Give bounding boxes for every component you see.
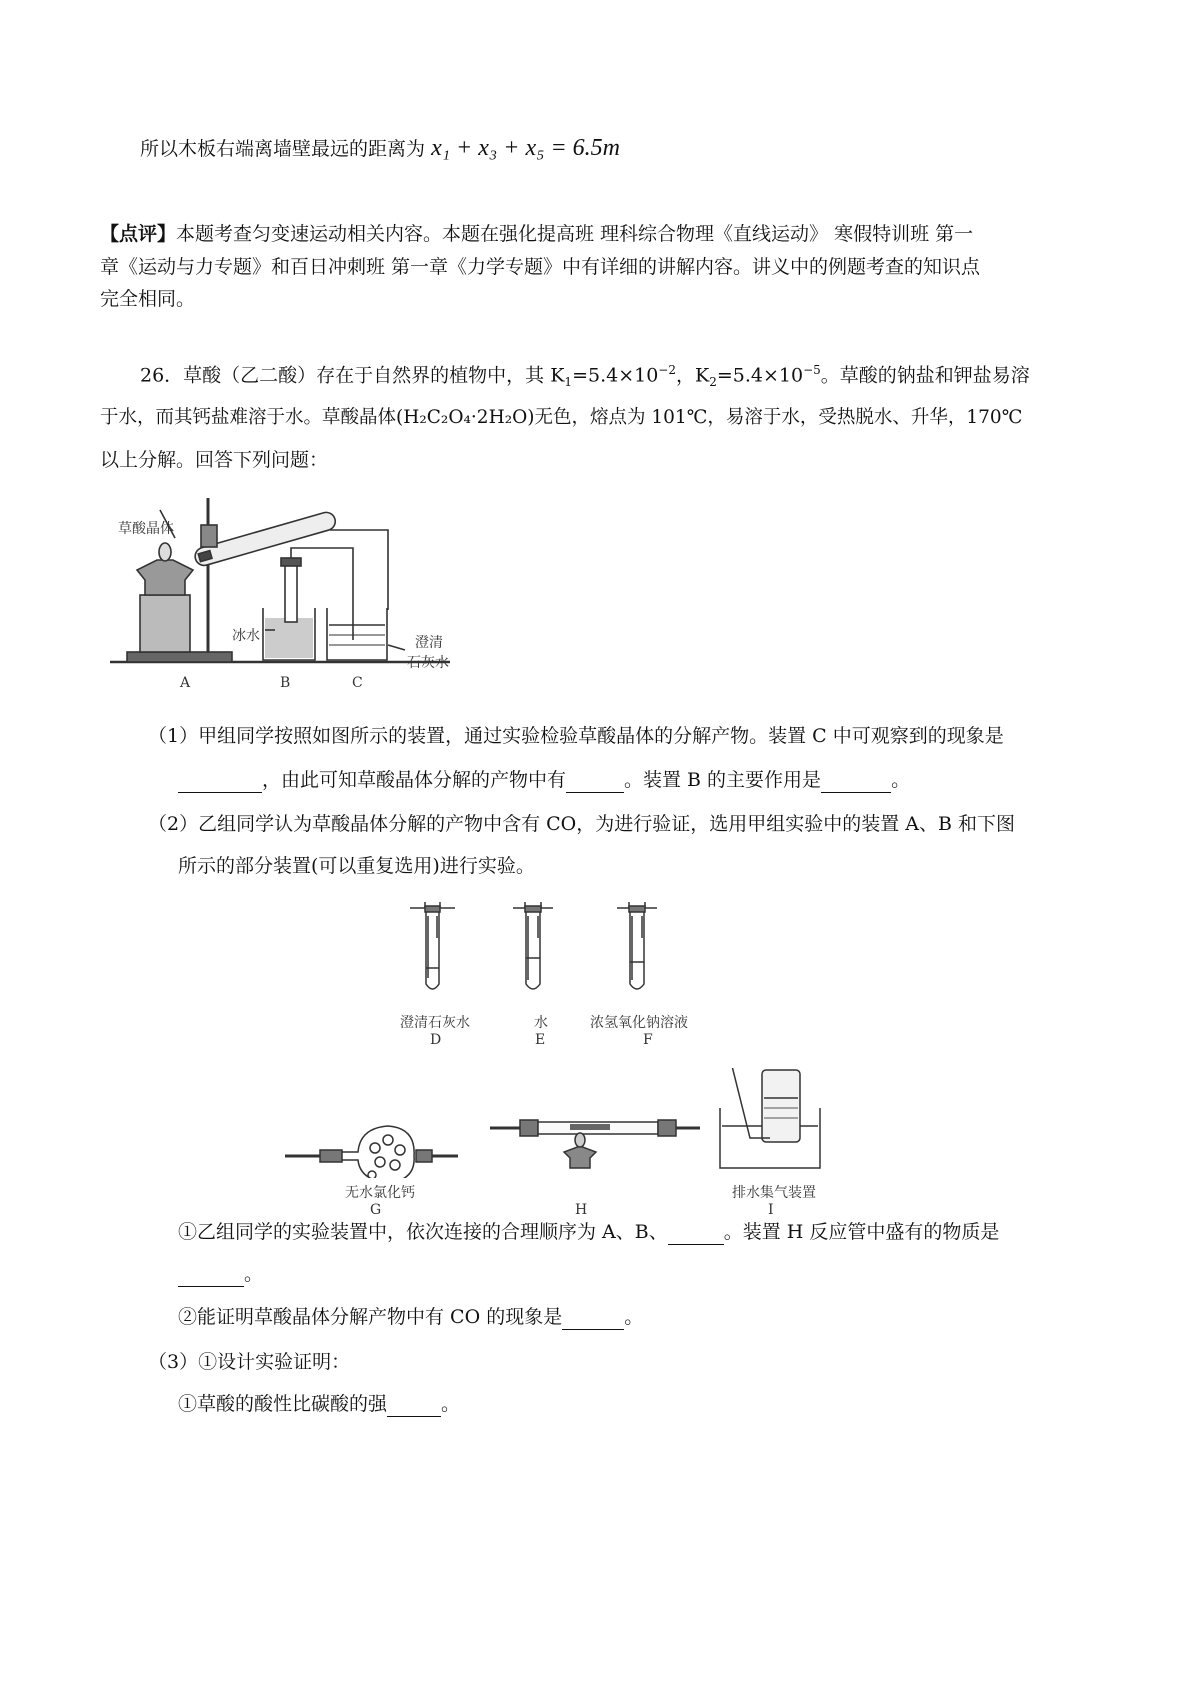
q26-intro: 26．草酸（乙二酸）存在于自然界的植物中，其 K bbox=[140, 364, 565, 387]
p2-line-1: （2）乙组同学认为草酸晶体分解的产物中含有 CO，为进行验证，选用甲组实验中的装置 A、B 和下图 bbox=[148, 813, 1016, 835]
k1-value: =5.4×10 bbox=[572, 364, 659, 387]
blank-acidity[interactable] bbox=[387, 1392, 441, 1417]
comment-line-3: 完全相同。 bbox=[100, 288, 196, 310]
blank-purpose[interactable] bbox=[821, 768, 891, 793]
p2-sub1-end: 。 bbox=[244, 1263, 264, 1285]
label-e-reagent: 水 bbox=[534, 1015, 548, 1031]
k2-exp: −5 bbox=[803, 363, 821, 377]
q26-line-2: 于水，而其钙盐难溶于水。草酸晶体(H₂C₂O₄·2H₂O)无色，熔点为 101℃，易溶于水，受热脱水、升华，170℃ bbox=[100, 407, 1023, 428]
lime-water-label-1: 澄清 bbox=[415, 635, 443, 651]
p2-sub2-text: ②能证明草酸晶体分解产物中有 CO 的现象是 bbox=[178, 1306, 563, 1328]
label-e: E bbox=[535, 1032, 546, 1048]
label-i: I bbox=[768, 1202, 774, 1218]
p1-line-1: （1）甲组同学按照如图所示的装置，通过实验检验草酸晶体的分解产物。装置 C 中可观察到的现象是 bbox=[148, 725, 1004, 747]
crystal-label: 草酸晶体 bbox=[118, 521, 174, 537]
test-tubes-def-figure bbox=[395, 898, 685, 1018]
label-f: F bbox=[643, 1032, 653, 1048]
k1-sub: 1 bbox=[564, 375, 573, 390]
label-d: D bbox=[430, 1032, 442, 1048]
apparatus-ghi-figure bbox=[280, 1068, 840, 1178]
comment-label: 【点评】 bbox=[100, 223, 177, 245]
blank-order[interactable] bbox=[668, 1220, 724, 1245]
p3-end: 。 bbox=[441, 1393, 461, 1415]
p1-text-b: 。装置 B 的主要作用是 bbox=[624, 769, 822, 791]
p2-sub2-end: 。 bbox=[624, 1306, 644, 1328]
p2-sub1-text-b: 。装置 H 反应管中盛有的物质是 bbox=[723, 1221, 1000, 1243]
label-g-reagent: 无水氯化钙 bbox=[345, 1185, 415, 1201]
p2-line-2: 所示的部分装置(可以重复选用)进行实验。 bbox=[178, 855, 535, 877]
p2-sub2-line bbox=[178, 1305, 643, 1330]
p2-sub1-line-1 bbox=[178, 1220, 999, 1245]
label-b: B bbox=[280, 675, 291, 691]
p3-line-1: （3）①设计实验证明： bbox=[148, 1351, 351, 1373]
comment-line-2: 章《运动与力专题》和百日冲刺班 第一章《力学专题》中有详细的讲解内容。讲义中的例题考查的知识点 bbox=[100, 256, 981, 278]
distance-text: 所以木板右端离墙壁最远的距离为 bbox=[140, 138, 426, 160]
label-a: A bbox=[180, 675, 191, 691]
p1-text-c: 。 bbox=[891, 769, 911, 791]
q26-line-3: 以上分解。回答下列问题： bbox=[100, 449, 329, 471]
distance-equation: x₁ + x₃ + x₅ = 6.5m bbox=[431, 135, 620, 161]
lime-water-label-2: 石灰水 bbox=[407, 655, 449, 671]
q26-intro-end: 。草酸的钠盐和钾盐易溶 bbox=[820, 364, 1030, 387]
p3-line-2 bbox=[178, 1392, 460, 1417]
k2-value: =5.4×10 bbox=[716, 364, 804, 387]
k1-exp: −2 bbox=[658, 363, 676, 377]
p1-line-2 bbox=[178, 768, 910, 793]
blank-h-substance[interactable] bbox=[178, 1262, 244, 1287]
label-d-reagent: 澄清石灰水 bbox=[400, 1015, 470, 1031]
comment-text-1: 本题考查匀变速运动相关内容。本题在强化提高班 理科综合物理《直线运动》 寒假特训班 第一 bbox=[176, 223, 974, 245]
comment-line-1 bbox=[100, 222, 973, 246]
blank-phenomenon[interactable] bbox=[178, 768, 262, 793]
p2-sub1-text-a: ①乙组同学的实验装置中，依次连接的合理顺序为 A、B、 bbox=[178, 1221, 668, 1243]
ice-water-label: 冰水 bbox=[232, 628, 260, 644]
p2-sub1-line-2 bbox=[178, 1262, 263, 1287]
distance-line bbox=[140, 136, 620, 161]
blank-co-phenomenon[interactable] bbox=[562, 1305, 624, 1330]
k2-prefix: ，K bbox=[676, 364, 710, 387]
label-g: G bbox=[370, 1202, 382, 1218]
p3-text: ①草酸的酸性比碳酸的强 bbox=[178, 1393, 388, 1415]
label-i-device: 排水集气装置 bbox=[732, 1185, 816, 1201]
blank-product[interactable] bbox=[566, 768, 624, 793]
q26-line-1 bbox=[140, 358, 1030, 394]
label-h: H bbox=[575, 1202, 588, 1218]
p1-text-a: ，由此可知草酸晶体分解的产物中有 bbox=[262, 769, 567, 791]
k2-sub: 2 bbox=[709, 375, 717, 390]
label-c: C bbox=[352, 675, 363, 691]
label-f-reagent: 浓氢氧化钠溶液 bbox=[590, 1015, 688, 1031]
